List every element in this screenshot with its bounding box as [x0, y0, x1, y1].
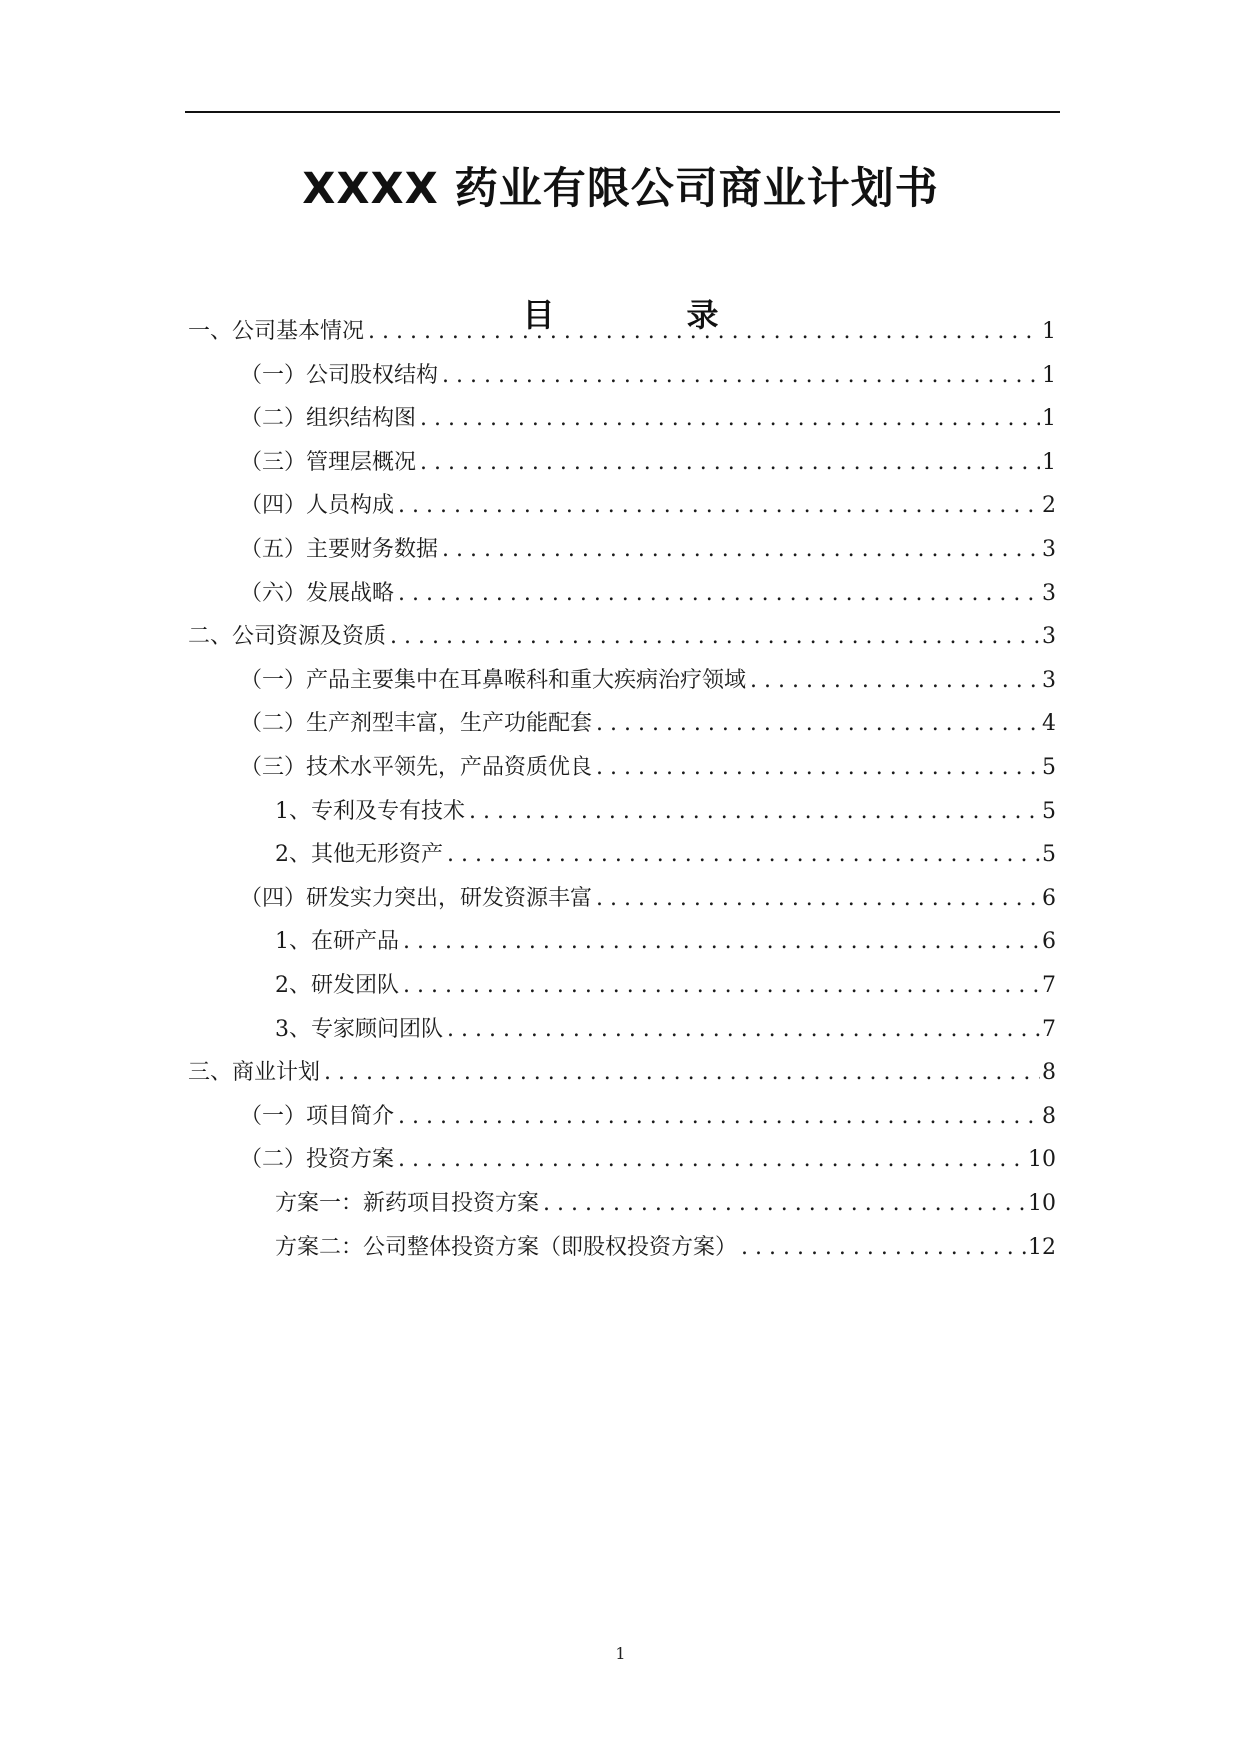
- toc-dot-leader: [324, 1055, 1040, 1091]
- toc-entry[interactable]: [240, 750, 1056, 786]
- page-number: 1: [615, 1644, 626, 1663]
- toc-entry-title: （三）技术水平领先，产品资质优良: [240, 755, 593, 780]
- toc-entry-title: 2、其他无形资产: [275, 842, 443, 867]
- toc-entry[interactable]: [240, 576, 1056, 612]
- document-title: XXXX 药业有限公司商业计划书: [302, 164, 939, 214]
- toc-entry-title: （二）投资方案: [240, 1147, 395, 1172]
- toc-dot-leader: [398, 1099, 1040, 1135]
- toc-entry-page: 5: [1042, 842, 1056, 867]
- toc-entry-page: 1: [1042, 406, 1056, 431]
- toc-entry-title: （一）产品主要集中在耳鼻喉科和重大疾病治疗领域: [240, 668, 747, 693]
- toc-entry-page: 6: [1042, 886, 1056, 911]
- toc-dot-leader: [368, 314, 1040, 350]
- toc-entry-page: 3: [1042, 581, 1056, 606]
- toc-entry[interactable]: [240, 358, 1056, 394]
- toc-entry-page: 2: [1042, 493, 1056, 518]
- toc-entry-title: 一、公司基本情况: [188, 319, 365, 344]
- toc-dot-leader: [403, 968, 1040, 1004]
- toc-dot-leader: [469, 794, 1040, 830]
- toc-dot-leader: [741, 1230, 1026, 1266]
- toc-entry[interactable]: [188, 314, 1056, 350]
- toc-entry-page: 8: [1042, 1104, 1056, 1129]
- toc-dot-leader: [420, 445, 1040, 481]
- toc-entry[interactable]: [240, 1099, 1056, 1135]
- toc-entry-title: 二、公司资源及资质: [188, 624, 387, 649]
- toc-entry-title: 3、专家顾问团队: [275, 1017, 443, 1042]
- toc-entry-page: 1: [1042, 363, 1056, 388]
- header-rule: [185, 111, 1060, 113]
- toc-dot-leader: [442, 358, 1040, 394]
- toc-entry-title: 2、研发团队: [275, 973, 399, 998]
- toc-dot-leader: [442, 532, 1040, 568]
- toc-entry-title: （二）组织结构图: [240, 406, 417, 431]
- toc-entry[interactable]: [240, 706, 1056, 742]
- toc-entry[interactable]: [240, 445, 1056, 481]
- toc-entry-title: （四）人员构成: [240, 493, 395, 518]
- toc-entry-page: 3: [1042, 624, 1056, 649]
- toc-heading: 目 录: [522, 296, 769, 334]
- toc-entry-page: 3: [1042, 668, 1056, 693]
- toc-dot-leader: [420, 401, 1040, 437]
- toc-entry-title: （一）公司股权结构: [240, 363, 439, 388]
- toc-dot-leader: [403, 924, 1040, 960]
- toc-entry-page: 5: [1042, 755, 1056, 780]
- toc-dot-leader: [543, 1186, 1026, 1222]
- toc-entry-page: 1: [1042, 319, 1056, 344]
- toc-dot-leader: [750, 663, 1040, 699]
- toc-entry-page: 7: [1042, 973, 1056, 998]
- toc-entry-page: 7: [1042, 1017, 1056, 1042]
- toc-dot-leader: [596, 750, 1040, 786]
- toc-entry-page: 1: [1042, 450, 1056, 475]
- toc-entry[interactable]: [275, 1230, 1056, 1266]
- toc-entry-title: （四）研发实力突出，研发资源丰富: [240, 886, 593, 911]
- toc-entry[interactable]: [275, 1012, 1056, 1048]
- toc-dot-leader: [447, 1012, 1040, 1048]
- toc-entry-title: （一）项目简介: [240, 1104, 395, 1129]
- toc-entry-page: 4: [1042, 711, 1056, 736]
- toc-dot-leader: [398, 576, 1040, 612]
- toc-entry[interactable]: [275, 924, 1056, 960]
- toc-entry[interactable]: [275, 837, 1056, 873]
- toc-entry[interactable]: [275, 1186, 1056, 1222]
- toc-entry-title: 方案一：新药项目投资方案: [275, 1191, 540, 1216]
- toc-entry[interactable]: [240, 663, 1056, 699]
- toc-entry-title: （二）生产剂型丰富，生产功能配套: [240, 711, 593, 736]
- toc-entry[interactable]: [188, 1055, 1056, 1091]
- toc-dot-leader: [398, 488, 1040, 524]
- toc-entry[interactable]: [240, 401, 1056, 437]
- toc-entry[interactable]: [240, 881, 1056, 917]
- toc-entry-title: 三、商业计划: [188, 1060, 321, 1085]
- toc-entry[interactable]: [275, 968, 1056, 1004]
- toc-dot-leader: [390, 619, 1040, 655]
- toc-dot-leader: [596, 881, 1040, 917]
- toc-entry-page: 3: [1042, 537, 1056, 562]
- toc-entry[interactable]: [240, 532, 1056, 568]
- toc-dot-leader: [398, 1142, 1026, 1178]
- toc-entry-page: 12: [1028, 1235, 1056, 1260]
- toc-entry-title: 1、专利及专有技术: [275, 799, 465, 824]
- toc-dot-leader: [447, 837, 1040, 873]
- toc-entry[interactable]: [275, 794, 1056, 830]
- toc-entry-page: 10: [1028, 1191, 1056, 1216]
- toc-entry[interactable]: [188, 619, 1056, 655]
- toc-entry-title: （三）管理层概况: [240, 450, 417, 475]
- toc-entry-page: 10: [1028, 1147, 1056, 1172]
- toc-dot-leader: [596, 706, 1040, 742]
- toc-entry-page: 8: [1042, 1060, 1056, 1085]
- toc-entry-title: 1、在研产品: [275, 929, 399, 954]
- toc-entry-title: 方案二：公司整体投资方案（即股权投资方案）: [275, 1235, 738, 1260]
- toc-entry-page: 5: [1042, 799, 1056, 824]
- toc-entry-page: 6: [1042, 929, 1056, 954]
- toc-entry-title: （五）主要财务数据: [240, 537, 439, 562]
- toc-entry[interactable]: [240, 1142, 1056, 1178]
- toc-entry[interactable]: [240, 488, 1056, 524]
- toc-entry-title: （六）发展战略: [240, 581, 395, 606]
